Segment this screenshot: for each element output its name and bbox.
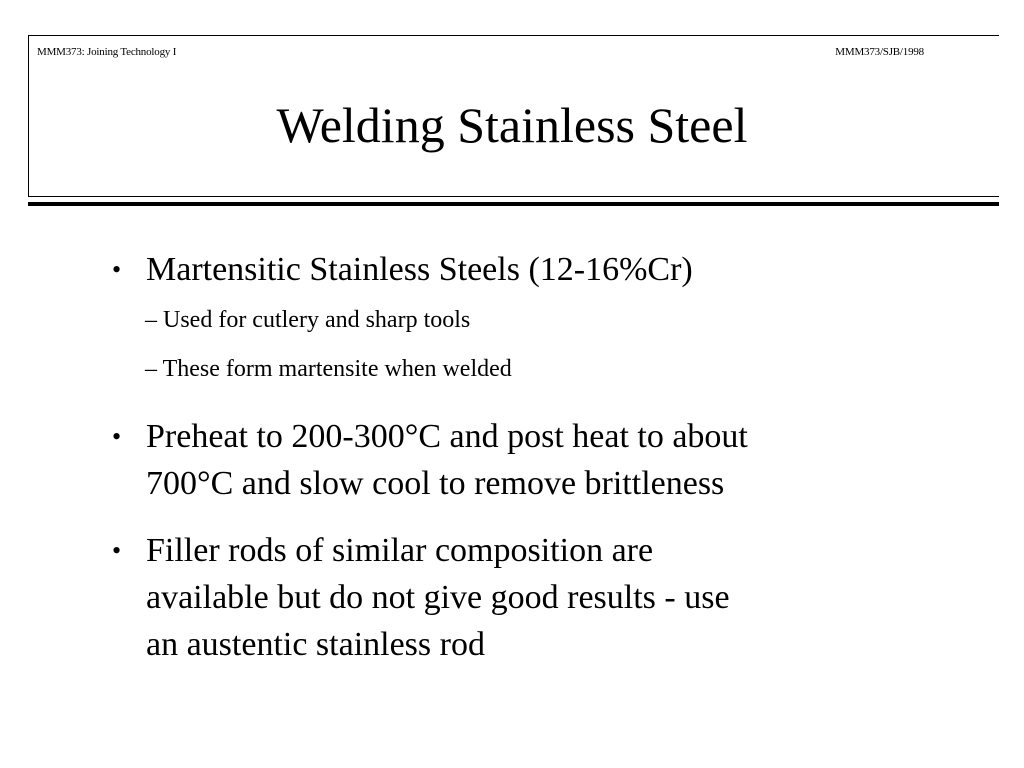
header-divider xyxy=(28,202,999,206)
sub-item-martensite: – These form martensite when welded xyxy=(145,356,512,382)
sub-item-cutlery: – Used for cutlery and sharp tools xyxy=(145,307,471,333)
bullet-item-filler-line-2: available but do not give good results - use xyxy=(146,579,730,616)
bullet-marker: • xyxy=(112,255,122,284)
bullet-item-filler-line-3: an austentic stainless rod xyxy=(146,626,485,663)
slide-title: Welding Stainless Steel xyxy=(276,97,748,153)
bullet-marker: • xyxy=(112,536,122,565)
bullet-item-preheat-line-2: 700°C and slow cool to remove brittleness xyxy=(146,465,725,502)
bullet-marker: • xyxy=(112,422,122,451)
course-label: MMM373: Joining Technology I xyxy=(37,46,177,58)
bullet-item-preheat-line-1: Preheat to 200-300°C and post heat to about xyxy=(146,418,748,455)
bullet-item-filler-line-1: Filler rods of similar composition are xyxy=(146,532,654,569)
bullet-item-martensitic: Martensitic Stainless Steels (12-16%Cr) xyxy=(146,251,693,288)
slide-code-label: MMM373/SJB/1998 xyxy=(835,46,924,58)
